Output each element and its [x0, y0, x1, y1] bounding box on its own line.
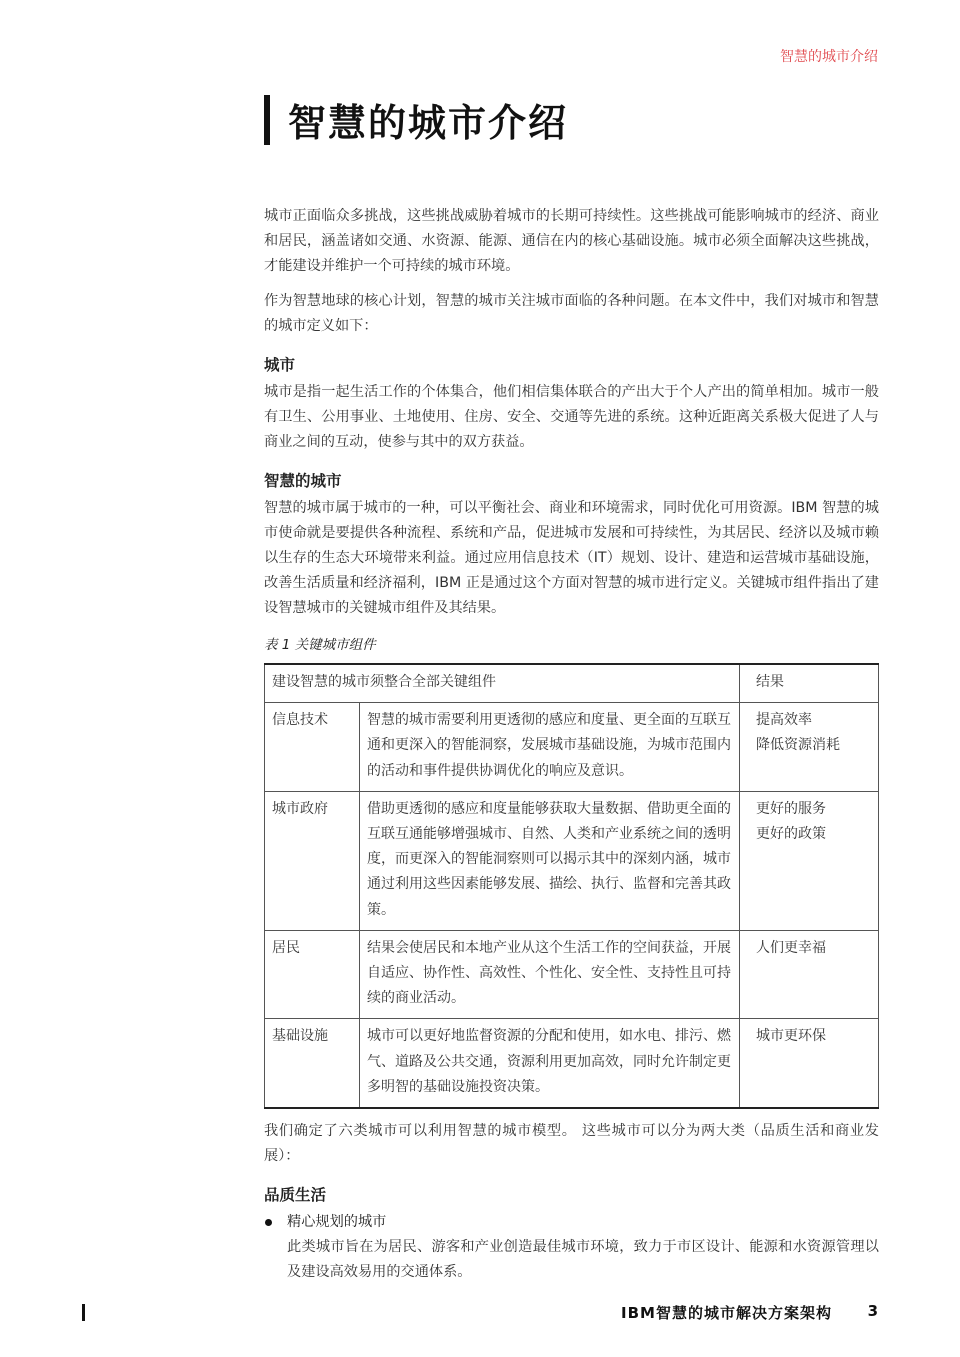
table-header-row	[265, 664, 879, 703]
row-description: 城市可以更好地监督资源的分配和使用，如水电、排污、燃气、道路及公共交通，资源利用更加高效，同时允许制定更多明智的基础设施投资决策。	[360, 1019, 740, 1108]
intro-paragraph-2: 作为智慧地球的核心计划，智慧的城市关注城市面临的各种问题。在本文件中，我们对城市和智慧的城市定义如下：	[264, 293, 879, 334]
result-item: 城市更环保	[756, 1028, 826, 1045]
result-item: 更好的服务	[756, 800, 826, 817]
main-content	[264, 204, 879, 1285]
components-table	[264, 663, 879, 1109]
bullet-text: 此类城市旨在为居民、游客和产业创造最佳城市环境，致力于市区设计、能源和水资源管理以及建设高效易用的交通体系。	[287, 1239, 879, 1281]
row-name: 居民	[265, 930, 360, 1019]
city-models-paragraph: 我们确定了六类城市可以利用智慧的城市模型。 这些城市可以分为两大类（品质生活和商业发展）：	[264, 1123, 879, 1165]
row-name: 基础设施	[265, 1019, 360, 1108]
table-row	[265, 791, 879, 930]
header-results: 结果	[740, 664, 879, 703]
row-results	[740, 791, 879, 930]
table-row	[265, 930, 879, 1019]
running-head: 智慧的城市介绍	[780, 49, 878, 65]
result-item: 人们更幸福	[756, 939, 826, 956]
title-bar	[264, 95, 270, 145]
result-item: 更好的政策	[756, 826, 826, 843]
smart-city-heading: 智慧的城市	[264, 472, 342, 490]
page-title: 智慧的城市介绍	[288, 101, 569, 145]
city-heading: 城市	[264, 356, 296, 374]
bullet-title: 精心规划的城市	[287, 1214, 387, 1231]
bullet-icon	[265, 1219, 272, 1226]
row-name: 城市政府	[265, 791, 360, 930]
row-results	[740, 930, 879, 1019]
table-caption: 表 1 关键城市组件	[264, 637, 376, 653]
row-results	[740, 1019, 879, 1108]
result-item: 降低资源消耗	[756, 737, 840, 754]
page-title-block	[264, 92, 568, 147]
table-row	[265, 703, 879, 792]
list-item	[264, 1210, 879, 1285]
row-description: 借助更透彻的感应和度量能够获取大量数据、借助更全面的互联互通能够增强城市、自然、人类和产业系统之间的透明度，而更深入的智能洞察则可以揭示其中的深刻内涵，城市通过利用这些因素能够发展、描绘、执行、监督和完善其政策。	[360, 791, 740, 930]
row-name: 信息技术	[265, 703, 360, 792]
header-components: 建设智慧的城市须整合全部关键组件	[265, 664, 740, 703]
table-row	[265, 1019, 879, 1108]
quality-life-heading: 品质生活	[264, 1186, 327, 1205]
footer-mark	[82, 1304, 85, 1321]
footer-title: IBM智慧的城市解决方案架构	[621, 1304, 832, 1322]
smart-city-definition: 智慧的城市属于城市的一种，可以平衡社会、商业和环境需求，同时优化可用资源。IBM 智慧的城市使命就是要提供各种流程、系统和产品，促进城市发展和可持续性，为其居民、经济以及城市赖以生存的生态大环境带来利益。通过应用信息技术（IT）规划、设计、建造和运营城市基础设施，改善生活质量和经济福利，IBM 正是通过这个方面对智慧的城市进行定义。关键城市组件指出了建设智慧城市的关键城市组件及其结果。	[264, 500, 879, 616]
result-item: 提高效率	[756, 712, 812, 729]
row-description: 结果会使居民和本地产业从这个生活工作的空间获益，开展自适应、协作性、高效性、个性化、安全性、支持性且可持续的商业活动。	[360, 930, 740, 1019]
row-results	[740, 703, 879, 792]
page-number: 3	[867, 1302, 878, 1320]
city-definition: 城市是指一起生活工作的个体集合，他们相信集体联合的产出大于个人产出的简单相加。城市一般有卫生、公用事业、土地使用、住房、安全、交通等先进的系统。这种近距离关系极大促进了人与商业之间的互动，使参与其中的双方获益。	[264, 384, 879, 450]
row-description: 智慧的城市需要利用更透彻的感应和度量、更全面的互联互通和更深入的智能洞察，发展城市基础设施，为城市范围内的活动和事件提供协调优化的响应及意识。	[360, 703, 740, 792]
intro-paragraph-1: 城市正面临众多挑战，这些挑战威胁着城市的长期可持续性。这些挑战可能影响城市的经济、商业和居民，涵盖诸如交通、水资源、能源、通信在内的核心基础设施。城市必须全面解决这些挑战，才能建设并维护一个可持续的城市环境。	[264, 208, 879, 274]
